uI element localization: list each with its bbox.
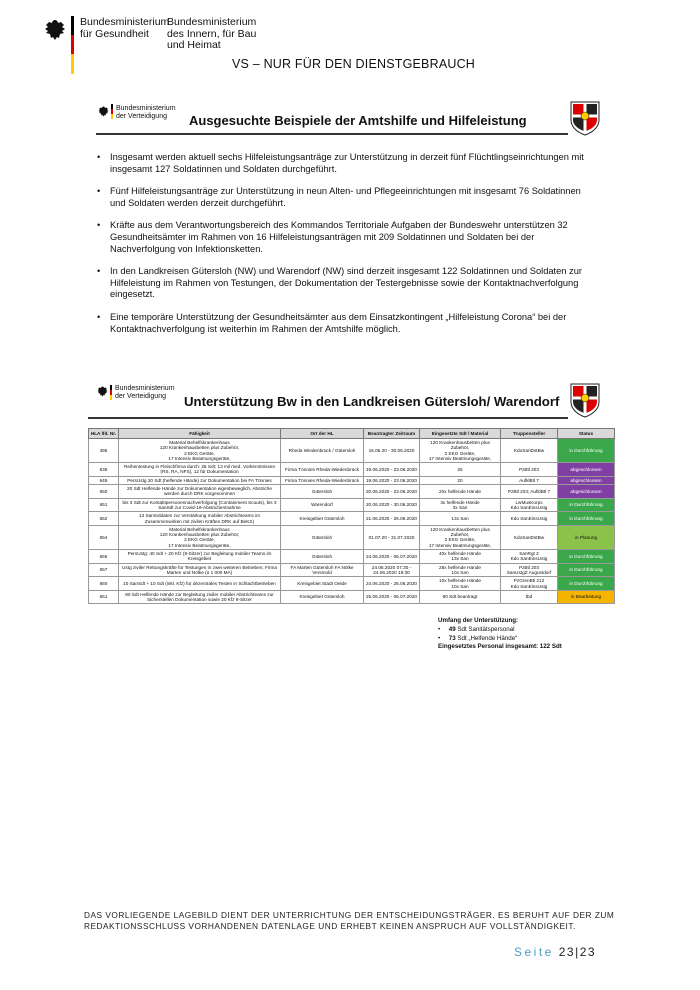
table-header-row: [89, 429, 615, 439]
summary-num: 73: [448, 634, 456, 642]
table-row: [89, 485, 615, 499]
bmvg-name-line1: Bundesministerium: [115, 385, 175, 392]
cell-zeitraum: 25.06.2020 - 06.07.2020: [364, 590, 420, 604]
cell-sdt: 120 Krankenhausbetten plus Zubehör, 2 EKG Geräte, 17 Intensiv Beatmungsgeräte,: [420, 439, 501, 463]
page-total: 23: [579, 945, 597, 959]
slide-2: [88, 382, 603, 672]
cell-ort: Warendorf: [281, 498, 364, 512]
summary-bullet-list: [96, 152, 596, 346]
cell-zeitraum: 21.06.2020 - 26.06.2020: [364, 512, 420, 526]
cell-ort: Kreisgebiet Stadt Oelde: [281, 577, 364, 591]
list-item: • Eine temporäre Unterstützung der Gesundheitsämter aus dem Einsatzkontingent „Hilfeleistung Corona“ bei der Kontaktnachverfolgung ist weiterhin im Rahmen der Amtshilfe möglich.: [96, 312, 596, 335]
column-header: HLA lfd. Nr.: [89, 429, 119, 439]
cell-sdt: 80 Sdt beantragt: [420, 590, 501, 604]
list-item: • Fünf Hilfeleistungsanträge zur Unterstützung in neun Alten- und Pflegeeinrichtungen mit insgesamt 76 Soldatinnen und Soldaten werden derzeit durchgeführt.: [96, 186, 596, 209]
list-item: • Kräfte aus dem Verantwortungsbereich des Kommandos Territoriale Aufgaben der Bundeswehr unterstützen 32 Gesundheitsämter im Rahmen von 16 Hilfeleistungsanträgen mit 209 Soldatinnen und Soldaten bei der Nachverfolgung von Infektionsketten.: [96, 220, 596, 255]
title-rule: [88, 417, 568, 419]
list-item: • In den Landkreisen Gütersloh (NW) und Warendorf (NW) sind derzeit insgesamt 122 Soldatinnen und Soldaten zur Hilfeleistung im Rahmen von Testungen, der Dokumentation der Testergebnisse sowie der Kontaktnachverfolgung eingesetzt.: [96, 266, 596, 301]
cell-sdt: 20x helfende Hände: [420, 485, 501, 499]
status-badge: abgeschlossen: [558, 463, 615, 477]
federal-eagle-icon: [97, 385, 108, 398]
cell-zeitraum: 19.06.2020 - 23.06.2020: [364, 463, 420, 477]
cell-sdt: 28x helfende Hände 10x San: [420, 563, 501, 577]
cell-truppe: Kdo SanEinsUstg: [501, 512, 558, 526]
flag-bar: [71, 16, 74, 74]
cell-ort: Gütersloh: [281, 550, 364, 564]
cell-sdt: 10x helfende Hände 10x San: [420, 577, 501, 591]
cell-ort: Rheda Wiedenbrück / Gütersloh: [281, 439, 364, 463]
status-badge: in Durchführung: [558, 439, 615, 463]
cell-sdt: 25: [420, 463, 501, 477]
summary-text: Sdt Sanitätspersonal: [455, 625, 515, 633]
cell-faehigkeit: 80 Sdt Helfende Hände zur Begleitung ziviler mobiler Abstrichteams zur Sicherstellen Dokumentation sowie 20 Kfz 8-Sitzer: [119, 590, 281, 604]
hla-table: [88, 428, 615, 604]
slide-1: [96, 100, 601, 350]
cell-truppe: PzBtl 203; AufklBtl 7: [501, 485, 558, 499]
column-header: Fähigkeit: [119, 429, 281, 439]
status-badge: in Bearbeitung: [558, 590, 615, 604]
cell-nr: 652: [89, 512, 119, 526]
cell-truppe: KdoSanDstBw: [501, 525, 558, 549]
cell-faehigkeit: bis 3 Sdt zur Kontaktpersonennachverfolgung (Containment Scouts), bis 3 SanSdt zur Covid-19-Abstrichentnahme: [119, 498, 281, 512]
cell-zeitraum: 01.07.20 - 31.07.2020: [364, 525, 420, 549]
bmi-logo: [167, 17, 287, 52]
summary-item: • 73 Sdt „Helfende Hände“: [438, 634, 518, 642]
cell-truppe: PzGrenBtl 212 Kdo SanEinsUstg: [501, 577, 558, 591]
status-badge: in Planung: [558, 525, 615, 549]
bmvg-name-line2: der Verteidigung: [116, 112, 167, 120]
cell-nr: 657: [89, 563, 119, 577]
cell-nr: 656: [89, 550, 119, 564]
cell-faehigkeit: 10 SanSdt + 10 Sdt (inkl. Kfz) für dezentrales Testen in Schlachtbetrieben: [119, 577, 281, 591]
table-row: [89, 577, 615, 591]
cell-ort: Gütersloh: [281, 525, 364, 549]
cell-nr: 661: [89, 590, 119, 604]
status-badge: in Durchführung: [558, 550, 615, 564]
cell-sdt: 20: [420, 476, 501, 484]
table-row: [89, 590, 615, 604]
status-badge: in Durchführung: [558, 563, 615, 577]
table-row: [89, 525, 615, 549]
bmg-name-line2: für Gesundheit: [80, 27, 149, 40]
flag-bar: [110, 385, 112, 400]
bmi-name-line1: Bundesministerium: [167, 16, 257, 28]
bmvg-name-line2: der Verteidigung: [115, 392, 166, 400]
column-header: Beantragter Zeitraum: [364, 429, 420, 439]
cell-faehigkeit: Material Behelfskrankenhaus 120 Krankenhausbetten plus Zubehör, 2 EKG Geräte, 17 Intensiv Beatmungsgeräte,: [119, 439, 281, 463]
cell-nr: 645: [89, 476, 119, 484]
bmvg-name-line1: Bundesministerium: [116, 105, 176, 112]
cell-faehigkeit: Material Behelfskrankenhaus 120 Krankenhausbetten plus Zubehör, 2 EKG Geräte, 17 Intensiv Beatmungsgeräte,: [119, 525, 281, 549]
cell-zeitraum: 24.06.2020 07:30 - 24.06.2020 19:30: [364, 563, 420, 577]
bmi-name-line3: und Heimat: [167, 39, 221, 51]
status-badge: in Durchführung: [558, 512, 615, 526]
cell-nr: 654: [89, 525, 119, 549]
cell-faehigkeit: Reihentestung in Fleischfirma durch: 25 Sdt; 13 mil med. Vorkenntnissen (RS, RA, NFS), 12 für Dokumentation: [119, 463, 281, 477]
summary-total: Eingesetztes Personal insgesamt: 122 Sdt: [438, 643, 562, 651]
federal-eagle-icon: [44, 18, 66, 42]
cell-nr: 651: [89, 498, 119, 512]
cell-zeitraum: 24.06.2020 - 26.06.2020: [364, 577, 420, 591]
cell-zeitraum: 19.06.2020 - 23.06.2020: [364, 476, 420, 484]
summary-item: • 49 Sdt Sanitätspersonal: [438, 625, 515, 633]
slide-2-title: Unterstützung Bw in den Landkreisen Gütersloh/ Warendorf: [184, 394, 560, 409]
cell-zeitraum: 16.05.20 - 30.06.2020: [364, 439, 420, 463]
cell-truppe: SanRgt 2 Kdo SanEinsUstg: [501, 550, 558, 564]
cell-zeitraum: 20.06.2020 - 30.06.2020: [364, 498, 420, 512]
cell-sdt: 120 Krankenhausbetten plus Zubehör, 2 EKG Geräte, 17 Intensiv Beatmungsgeräte,: [420, 525, 501, 549]
column-header: Truppensteller: [501, 429, 558, 439]
support-summary: [438, 617, 608, 652]
table-row: [89, 463, 615, 477]
cell-sdt: 3x helfende Hände 3x San: [420, 498, 501, 512]
cell-ort: Firma Tönnies Rheda-Wiedenbrück: [281, 463, 364, 477]
table-row: [89, 563, 615, 577]
status-badge: abgeschlossen: [558, 476, 615, 484]
cell-ort: Kreisgebiet Gütersloh: [281, 590, 364, 604]
cell-truppe: KdoSanDstBw: [501, 439, 558, 463]
table-row: [89, 439, 615, 463]
cell-faehigkeit: PersUstg: 40 Sdt + 20 Kfz (8-Sitzer) zur Begleitung mobiler Teams im Kreisgebiet: [119, 550, 281, 564]
summary-num: 49: [448, 625, 456, 633]
page-number: [514, 945, 624, 959]
cell-truppe: LwMusKorps Kdo SanEinsUstg: [501, 498, 558, 512]
cell-zeitraum: 24.06.2020 - 06.07.2020: [364, 550, 420, 564]
cell-zeitraum: 20.06.2020 - 23.06.2020: [364, 485, 420, 499]
cell-ort: Firma Tönnies Rheda-Wiedenbrück: [281, 476, 364, 484]
summary-text: Sdt „Helfende Hände“: [455, 634, 518, 642]
table-row: [89, 498, 615, 512]
title-rule: [96, 133, 568, 135]
federal-eagle-icon: [98, 105, 109, 118]
cell-ort: FA Marten Gütersloh FA Nölke Versmold: [281, 563, 364, 577]
table-row: [89, 550, 615, 564]
bundeswehr-crest-icon: [569, 100, 601, 136]
status-badge: in Durchführung: [558, 577, 615, 591]
page-current: 23: [558, 945, 576, 959]
table-row: [89, 476, 615, 484]
page-word: Seite: [514, 945, 554, 959]
column-header: Ort der HL: [281, 429, 364, 439]
status-badge: abgeschlossen: [558, 485, 615, 499]
footer-disclaimer: DAS VORLIEGENDE LAGEBILD DIENT DER UNTERRICHTUNG DER ENTSCHEIDUNGSTRÄGER. ES BERUHT AUF DER ZUM REDAKTIONSSCHLUSS VORHANDENEN DATENLAGE UND ERHEBT KEINEN ANSPRUCH AUF VOLLSTÄNDIGKEIT.: [84, 910, 615, 931]
cell-nr: 650: [89, 485, 119, 499]
cell-nr: 495: [89, 439, 119, 463]
flag-bar: [111, 104, 113, 119]
column-header: Status: [558, 429, 615, 439]
cell-sdt: 13x San: [420, 512, 501, 526]
bundeswehr-crest-icon: [569, 382, 601, 418]
summary-title: Umfang der Unterstützung:: [438, 617, 519, 624]
cell-nr: 660: [89, 577, 119, 591]
slide-1-title: Ausgesuchte Beispiele der Amtshilfe und Hilfeleistung: [189, 113, 527, 128]
cell-faehigkeit: 20 Sdt Helfende Hände zur Dokumentation eigenbeweglich, Abstriche werden durch DRK vorgenommen: [119, 485, 281, 499]
page-separator: |: [575, 945, 580, 959]
bmg-name-line1: Bundesministerium: [80, 16, 170, 28]
cell-faehigkeit: 13 SanSoldaten zur Verstärkung mobiler Abstrichteams im Zusammenwirken mit zivilen Kräften DRK auf BeKS): [119, 512, 281, 526]
cell-truppe: AufklBtl 7: [501, 476, 558, 484]
cell-faehigkeit: Ustg ziviler Rettungskräfte für Testungen in zwei weiteren Betrieben; Firma Marten und Nölke (ü 1 000 MA): [119, 563, 281, 577]
bmg-logo: [44, 16, 170, 74]
cell-sdt: 40x helfende Hände 13x San: [420, 550, 501, 564]
cell-faehigkeit: PersUstg 20 Sdt (helfende Hände) zur Dokumentation bei FA Tönnies: [119, 476, 281, 484]
status-badge: in Durchführung: [558, 498, 615, 512]
cell-nr: 636: [89, 463, 119, 477]
list-item: • Insgesamt werden aktuell sechs Hilfeleistungsanträge zur Unterstützung in derzeit fünf Flüchtlingseinrichtungen mit insgesamt 127 Soldatinnen und Soldaten durchgeführt.: [96, 152, 596, 175]
classification-label: VS – NUR FÜR DEN DIENSTGEBRAUCH: [232, 57, 476, 71]
bmi-name-line2: des Innern, für Bau: [167, 27, 257, 40]
cell-ort: Kreisgebiet Gütersloh: [281, 512, 364, 526]
cell-truppe: PzBtl 203 SanUstgZ Augustdorf: [501, 563, 558, 577]
table-row: [89, 512, 615, 526]
cell-truppe: PzBtl 203: [501, 463, 558, 477]
cell-truppe: tbd: [501, 590, 558, 604]
column-header: Eingesetzte Sdt / Material: [420, 429, 501, 439]
cell-ort: Gütersloh: [281, 485, 364, 499]
